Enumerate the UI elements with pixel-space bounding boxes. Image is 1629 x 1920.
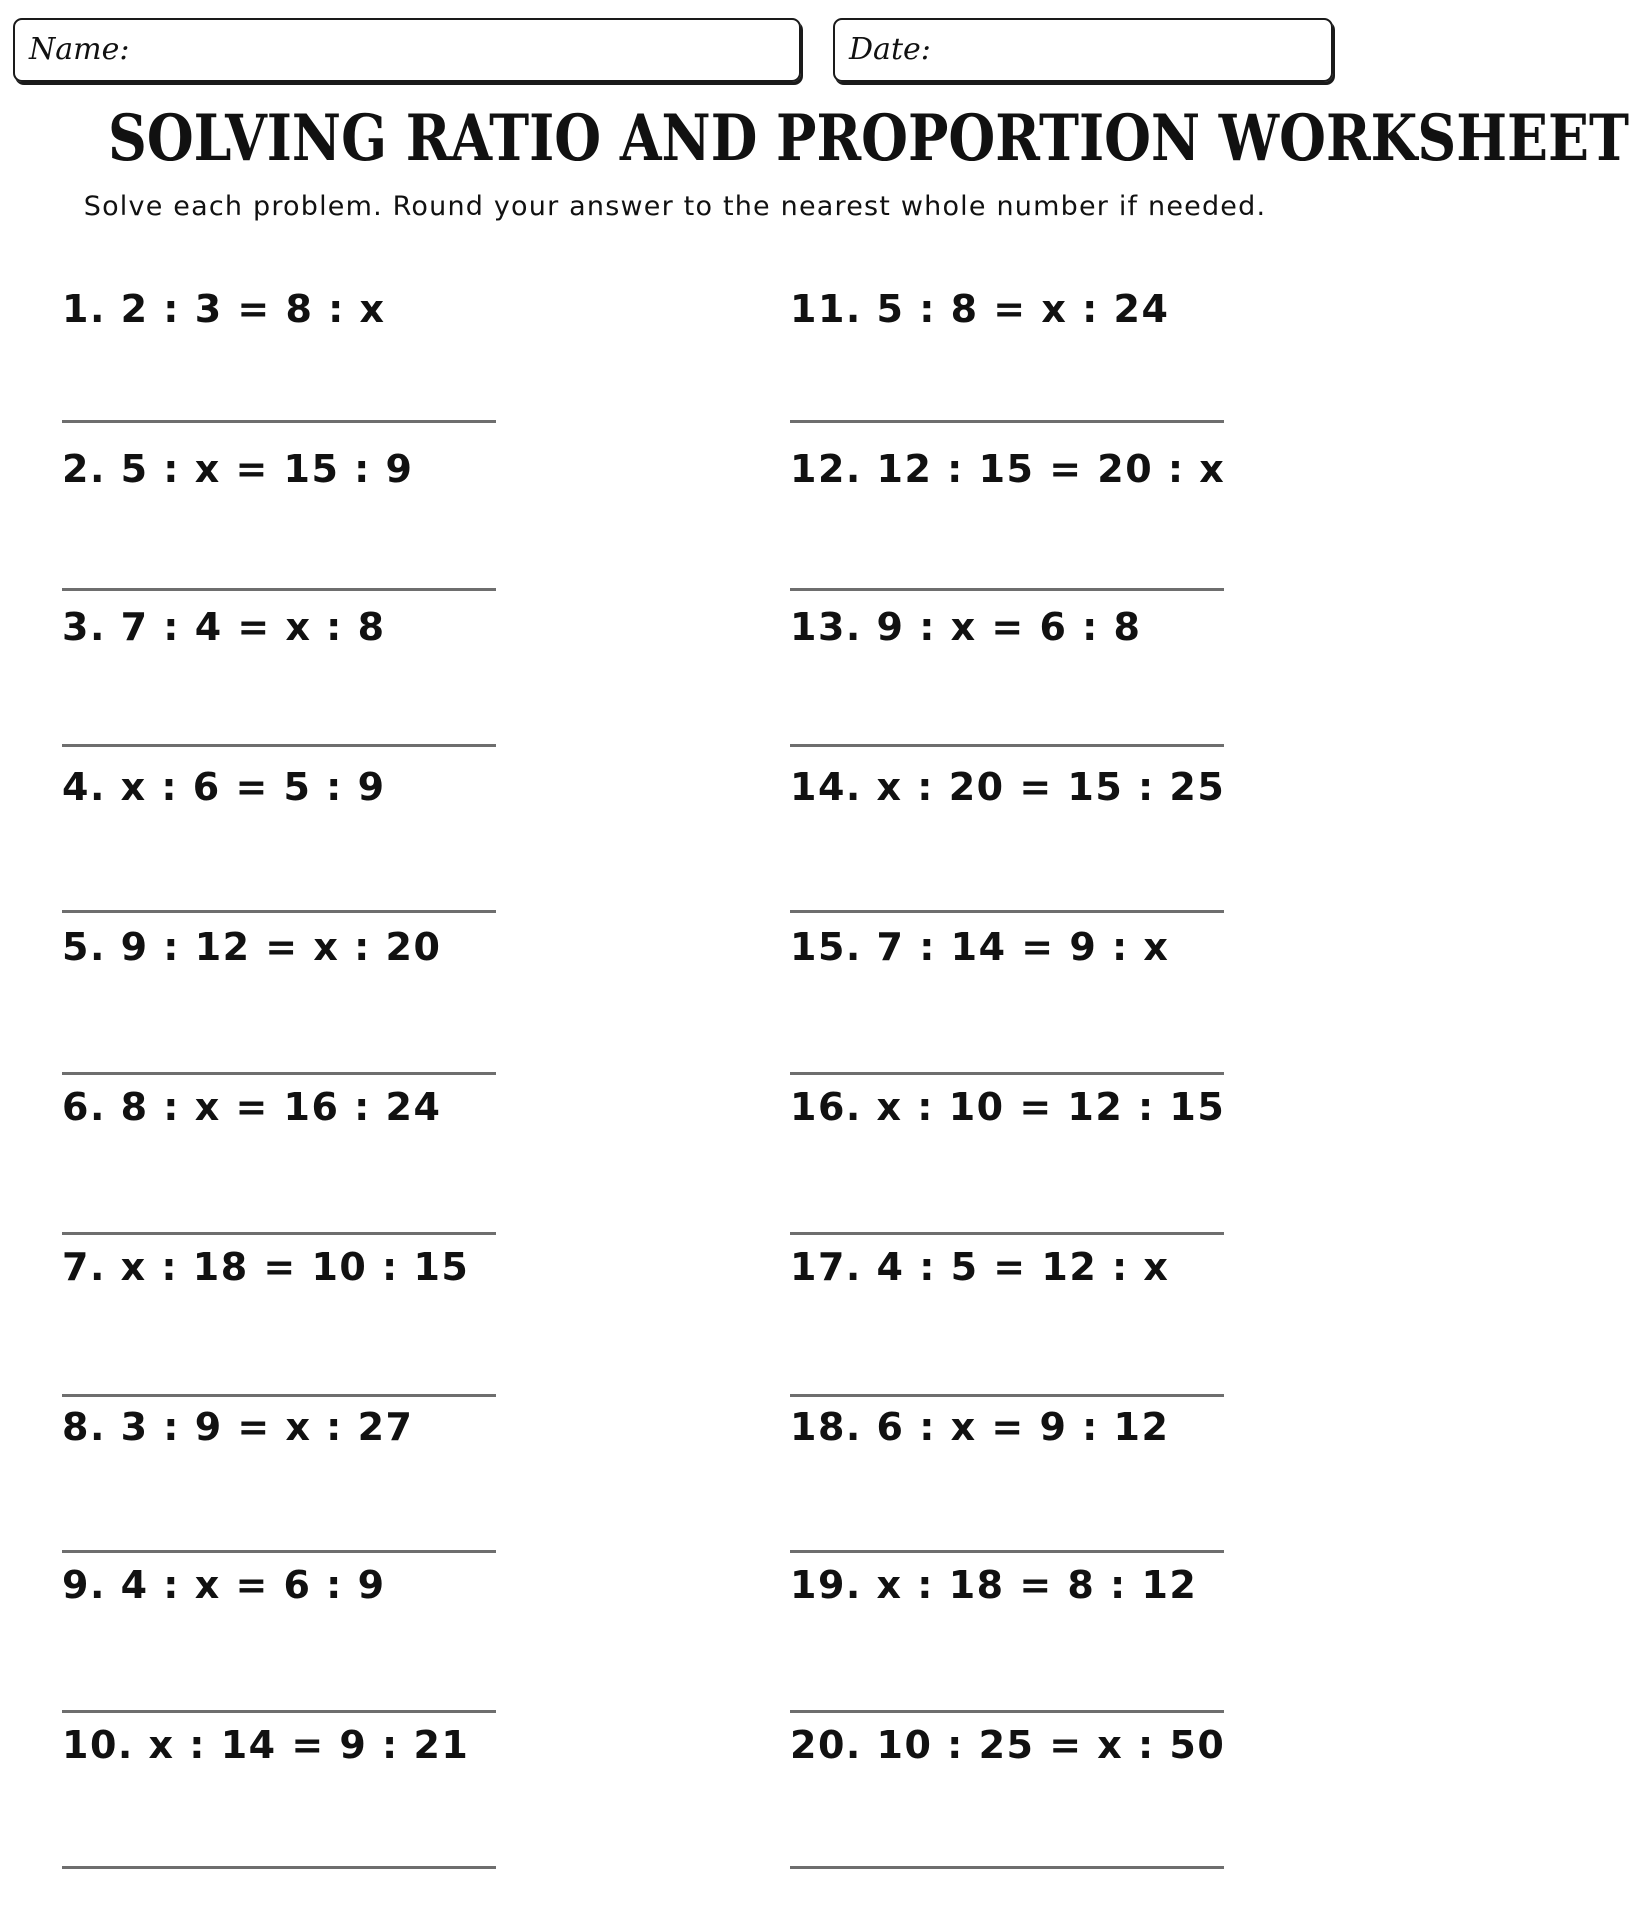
answer-line[interactable] [62, 744, 496, 747]
answer-line[interactable] [62, 910, 496, 913]
answer-line[interactable] [62, 1550, 496, 1553]
answer-line[interactable] [62, 1710, 496, 1713]
problem-text: 13. 9 : x = 6 : 8 [790, 605, 1142, 649]
answer-line[interactable] [62, 1394, 496, 1397]
problem-text: 14. x : 20 = 15 : 25 [790, 765, 1226, 809]
answer-line[interactable] [62, 420, 496, 423]
answer-line[interactable] [62, 1866, 496, 1869]
problem-text: 9. 4 : x = 6 : 9 [62, 1563, 386, 1607]
date-label: Date: [849, 32, 931, 67]
instructions: Solve each problem. Round your answer to the nearest whole number if needed. [83, 191, 1267, 222]
problem-text: 12. 12 : 15 = 20 : x [790, 447, 1226, 491]
problem-text: 17. 4 : 5 = 12 : x [790, 1245, 1170, 1289]
problem-text: 16. x : 10 = 12 : 15 [790, 1085, 1226, 1129]
answer-line[interactable] [790, 420, 1224, 423]
problem-text: 11. 5 : 8 = x : 24 [790, 287, 1170, 331]
problem-text: 3. 7 : 4 = x : 8 [62, 605, 386, 649]
answer-line[interactable] [790, 1232, 1224, 1235]
problem-text: 1. 2 : 3 = 8 : x [62, 287, 386, 331]
problem-text: 15. 7 : 14 = 9 : x [790, 925, 1170, 969]
worksheet-title: SOLVING RATIO AND PROPORTION WORKSHEET [108, 101, 1629, 176]
problem-text: 4. x : 6 = 5 : 9 [62, 765, 386, 809]
answer-line[interactable] [790, 1394, 1224, 1397]
answer-line[interactable] [790, 1550, 1224, 1553]
answer-line[interactable] [790, 1072, 1224, 1075]
problem-text: 10. x : 14 = 9 : 21 [62, 1723, 470, 1767]
answer-line[interactable] [790, 910, 1224, 913]
answer-line[interactable] [62, 1232, 496, 1235]
problem-text: 6. 8 : x = 16 : 24 [62, 1085, 442, 1129]
answer-line[interactable] [790, 1866, 1224, 1869]
answer-line[interactable] [790, 588, 1224, 591]
answer-line[interactable] [62, 1072, 496, 1075]
answer-line[interactable] [790, 744, 1224, 747]
problem-text: 18. 6 : x = 9 : 12 [790, 1405, 1170, 1449]
answer-line[interactable] [790, 1710, 1224, 1713]
problem-text: 7. x : 18 = 10 : 15 [62, 1245, 470, 1289]
problem-text: 20. 10 : 25 = x : 50 [790, 1723, 1226, 1767]
problem-text: 2. 5 : x = 15 : 9 [62, 447, 414, 491]
problem-text: 8. 3 : 9 = x : 27 [62, 1405, 414, 1449]
problem-text: 19. x : 18 = 8 : 12 [790, 1563, 1198, 1607]
name-label: Name: [29, 32, 130, 67]
answer-line[interactable] [62, 588, 496, 591]
problem-text: 5. 9 : 12 = x : 20 [62, 925, 442, 969]
